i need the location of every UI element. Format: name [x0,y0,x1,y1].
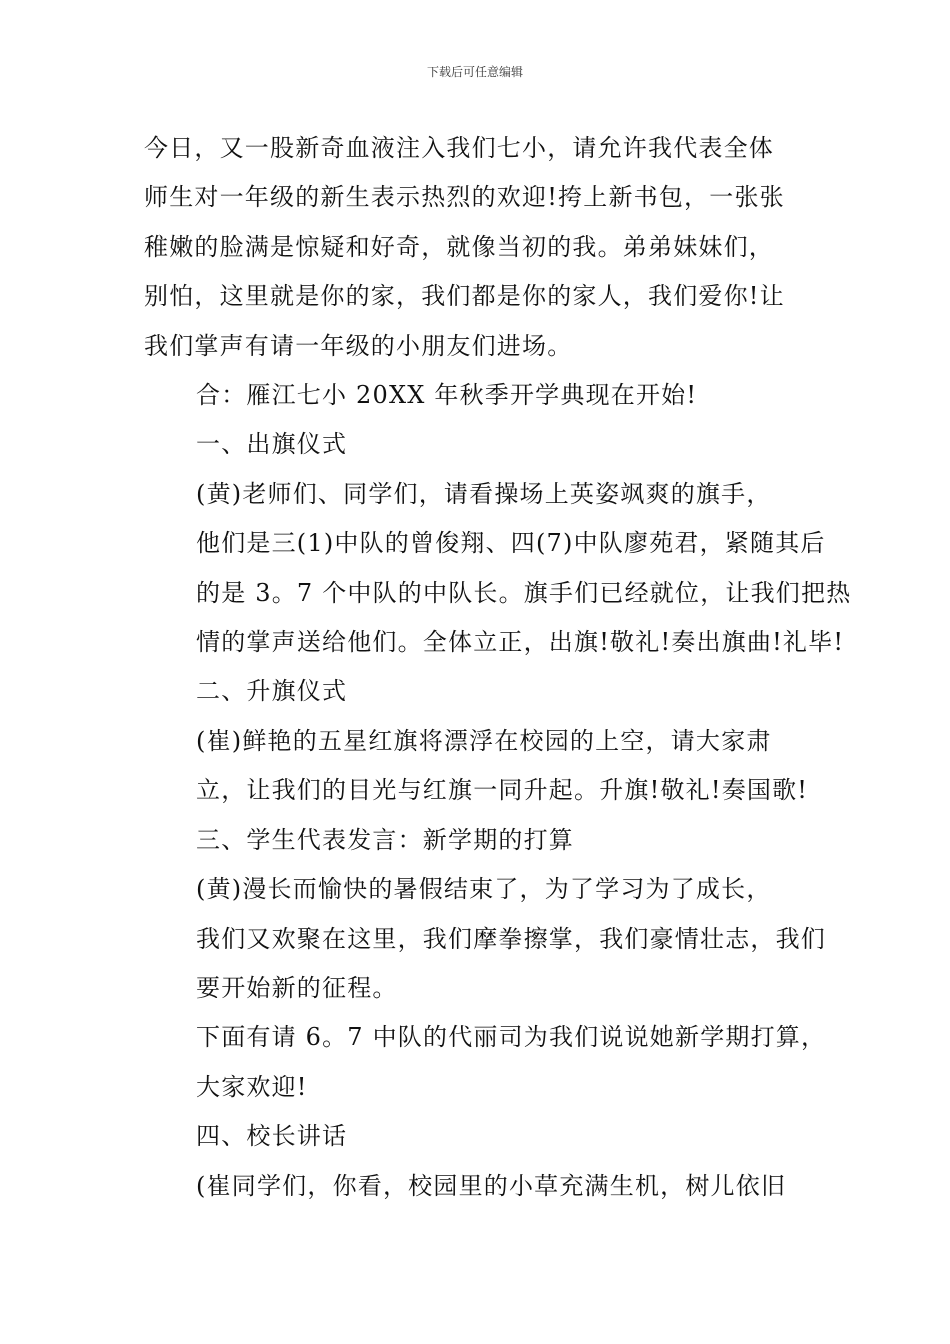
text-line: 他们是三(1)中队的曾俊翔、四(7)中队廖苑君，紧随其后 [196,529,826,558]
text-line: 合：雁江七小 20XX 年秋季开学典现在开始! [196,381,698,410]
paragraph [144,717,816,816]
paragraph [144,470,852,668]
text-line: (黄)老师们、同学们，请看操场上英姿飒爽的旗手， [196,479,772,508]
text-line: 二、升旗仪式 [196,677,348,706]
paragraph [144,816,816,865]
paragraph [144,1162,816,1211]
text-line: 大家欢迎! [196,1072,308,1101]
text-line: 下面有请 6。7 中队的代丽司为我们说说她新学期打算， [196,1023,827,1052]
text-line: 要开始新的征程。 [196,973,398,1002]
text-line: (黄)漫长而愉快的暑假结束了，为了学习为了成长， [196,875,772,904]
text-line: 一、出旗仪式 [196,430,348,459]
text-line: 情的掌声送给他们。全体立正，出旗!敬礼!奏出旗曲!礼毕! [196,628,845,657]
text-line: (崔同学们，你看，校园里的小草充满生机，树儿依旧 [196,1171,787,1200]
text-line: 我们又欢聚在这里，我们摩拳擦掌，我们豪情壮志，我们 [196,924,826,953]
paragraph [144,1112,816,1161]
document-body [144,124,852,1211]
paragraph [144,420,816,469]
text-line: 立，让我们的目光与红旗一同升起。升旗!敬礼!奏国歌! [196,776,809,805]
paragraph [144,1013,827,1112]
text-line: 今日，又一股新奇血液注入我们七小，请允许我代表全体 [144,134,774,162]
text-line: 三、学生代表发言：新学期的打算 [196,825,574,854]
text-line: 别怕，这里就是你的家，我们都是你的家人，我们爱你!让 [144,282,785,311]
paragraph [144,667,816,716]
text-line: 稚嫩的脸满是惊疑和好奇，就像当初的我。弟弟妹妹们， [144,232,774,261]
paragraph [144,124,816,371]
paragraph [144,865,826,1013]
text-line: 的是 3。7 个中队的中队长。旗手们已经就位，让我们把热 [196,578,852,607]
paragraph [144,371,816,420]
text-line: 我们掌声有请一年级的小朋友们进场。 [144,331,573,360]
page-header: 下载后可任意编辑 [426,65,523,79]
text-line: (崔)鲜艳的五星红旗将漂浮在校园的上空，请大家肃 [196,726,772,755]
text-line: 师生对一年级的新生表示热烈的欢迎!挎上新书包，一张张 [144,183,785,212]
text-line: 四、校长讲话 [196,1122,348,1151]
